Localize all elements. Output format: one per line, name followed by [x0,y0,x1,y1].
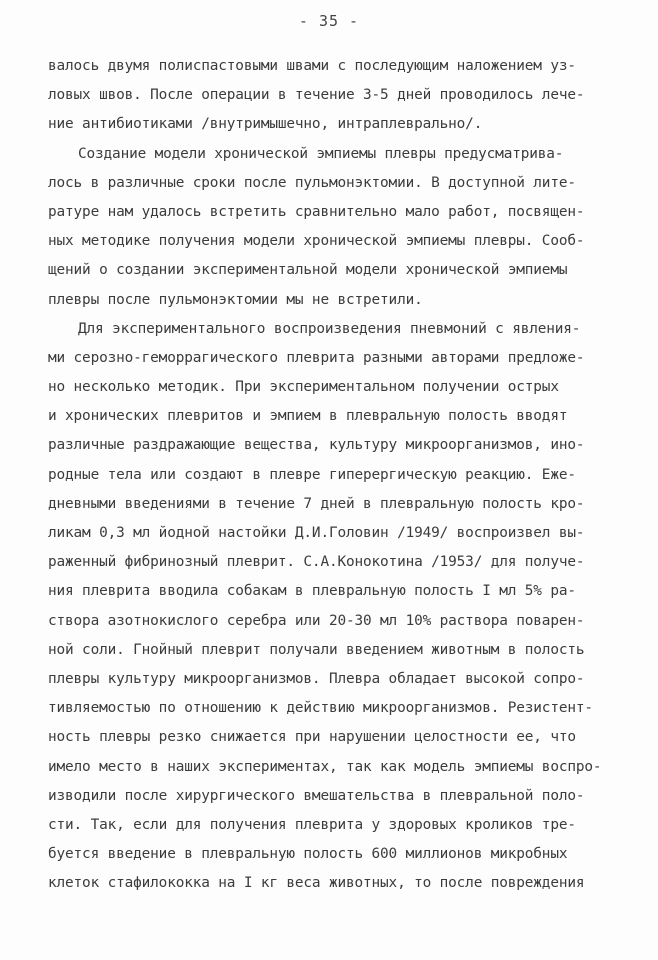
text-line: дневными введениями в течение 7 дней в плевральную полость кро- [48,495,585,512]
text-line: плевры культуру микроорганизмов. Плевра обладает высокой сопро- [48,670,585,687]
text-line: плевры после пульмонэктомии мы не встретили. [48,291,423,308]
text-line: ния плеврита вводила собакам в плевральную полость I мл 5% ра- [48,583,576,600]
paragraph-first-line: Для экспериментального воспроизведения пневмоний с явления- [78,320,581,337]
text-line: валось двумя полиспастовыми швами с последующим наложением уз- [48,58,576,74]
text-line: лось в различные сроки после пульмонэктомии. В доступной лите- [48,174,576,191]
text-line: ми серозно-геморрагического плеврита разными авторами предложе- [48,349,585,366]
body-text [48,52,622,898]
text-line: щений о создании экспериментальной модели хронической эмпиемы [48,262,568,279]
text-line: ликам 0,3 мл йодной настойки Д.И.Головин /1949/ воспроизвел вы- [48,525,585,541]
text-line: и хронических плевритов и эмпием в плевральную полость вводят [48,408,568,425]
text-line: клеток стафилококка на I кг веса животных, то после повреждения [48,875,585,892]
text-line: ных методике получения модели хронической эмпиемы плевры. Сооб- [48,233,585,250]
paragraph-first-line: Создание модели хронической эмпиемы плевры предусматрива- [78,145,564,162]
text-line: но несколько методик. При экспериментальном получении острых [48,379,559,396]
text-line: родные тела или создают в плевре гиперергическую реакцию. Еже- [48,466,576,483]
text-line: различные раздражающие вещества, культуру микроорганизмов, ино- [48,437,585,454]
text-line: ловых швов. После операции в течение 3-5 дней проводилось лече- [48,87,585,104]
text-line: ние антибиотиками /внутримышечно, интраплеврально/. [48,116,483,133]
text-line: имело место в наших экспериментах, так как модель эмпиемы воспро- [48,758,602,775]
text-line: ность плевры резко снижается при нарушении целостности ее, что [48,729,576,746]
text-line: ной соли. Гнойный плеврит получали введением животным в полость [48,641,585,658]
text-line: тивляемостью по отношению к действию микроорганизмов. Резистент- [48,700,593,717]
text-line: ратуре нам удалось встретить сравнительно мало работ, посвящен- [48,203,585,220]
text-line: буется введение в плевральную полость 600 миллионов микробных [48,846,568,863]
text-line: створа азотнокислого серебра или 20-30 мл 10% раствора поварен- [48,612,585,629]
text-line: раженный фибринозный плеврит. С.А.Конокотина /1953/ для получе- [48,554,585,571]
text-line: изводили после хирургического вмешательства в плевральной поло- [48,787,585,804]
page-number: - 35 - [298,12,360,30]
text-line: сти. Так, если для получения плеврита у здоровых кроликов тре- [48,816,576,833]
